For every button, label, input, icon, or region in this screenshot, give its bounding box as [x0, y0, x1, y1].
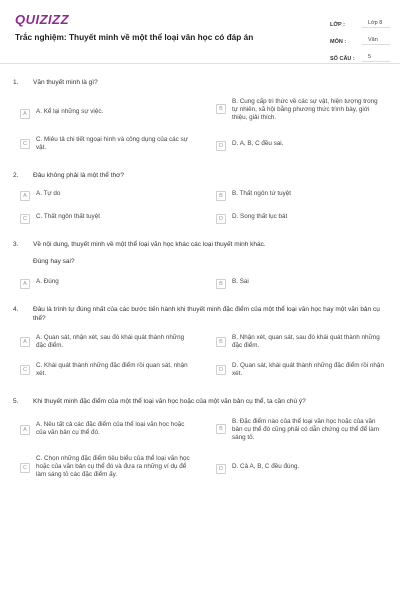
question-5	[13, 397, 393, 406]
option-text: B. Đặc điểm nào của thể loại văn học hoặc của văn bản cụ thể đó cũng phải có dẫn chứng cụ thể để làm sáng tỏ.	[232, 418, 380, 441]
option-b[interactable]	[216, 98, 382, 122]
meta-value: Lớp 8	[362, 20, 390, 28]
option-a[interactable]	[20, 421, 190, 437]
option-d[interactable]	[216, 362, 386, 378]
option-letter-box: C	[20, 214, 30, 224]
question-4-options	[20, 334, 384, 384]
option-letter-box: D	[216, 464, 226, 474]
option-text: D. Song thất lục bát	[232, 213, 288, 220]
option-text: B. Cung cấp tri thức về các sự vật, hiện tượng trong tự nhiên, xã hội bằng phương thức trình bày, giới thiệu, giải thích.	[232, 98, 378, 121]
option-c[interactable]	[20, 136, 190, 152]
question-text: Khi thuyết minh đặc điểm của một thể loại văn học hoặc của một văn bản cụ thể, ta cần chú ý?	[33, 398, 306, 405]
option-c[interactable]	[20, 455, 190, 479]
option-a[interactable]	[20, 108, 190, 119]
option-text: D. A, B, C đều sai.	[232, 140, 284, 147]
question-subtext: Đúng hay sai?	[33, 258, 75, 265]
meta-row-subject	[330, 31, 390, 45]
worksheet-header	[0, 0, 400, 64]
meta-label: SỐ CÂU :	[330, 56, 355, 62]
option-letter-box: A	[20, 109, 30, 119]
question-text: Đâu là trình tự đúng nhất của các bước tiến hành khi thuyết minh đặc điểm của một thể loại văn học hay một văn bản cụ thể?	[33, 306, 380, 322]
option-b[interactable]	[216, 418, 382, 442]
meta-row-grade	[330, 14, 390, 28]
option-letter-box: B	[216, 279, 226, 289]
meta-value: Văn	[362, 37, 390, 45]
question-1	[13, 78, 393, 87]
question-2	[13, 171, 393, 180]
option-letter-box: B	[216, 424, 226, 434]
option-letter-box: C	[20, 365, 30, 375]
option-text: B. Nhận xét, quan sát, sau đó khái quát thành những đặc điểm.	[232, 334, 380, 349]
option-letter-box: A	[20, 191, 30, 201]
question-text: Về nội dung, thuyết minh về một thể loại văn học khác các loại thuyết minh khác.	[33, 241, 266, 248]
quizizz-logo: QUIZIZZ	[15, 12, 70, 27]
question-3-options	[20, 278, 380, 292]
option-c[interactable]	[20, 213, 190, 224]
meta-value: 5	[362, 54, 390, 62]
option-letter-box: D	[216, 214, 226, 224]
option-text: B. Sai	[232, 278, 249, 285]
option-a[interactable]	[20, 190, 190, 201]
option-d[interactable]	[216, 213, 386, 224]
question-number: 3.	[13, 241, 19, 248]
option-text: A. Đúng	[36, 278, 59, 285]
option-text: D. Cả A, B, C đều đúng.	[232, 463, 300, 470]
option-text: A. Tự do	[36, 190, 61, 197]
option-b[interactable]	[216, 334, 386, 350]
question-number: 4.	[13, 306, 19, 313]
question-number: 2.	[13, 172, 19, 179]
option-c[interactable]	[20, 362, 190, 378]
option-letter-box: D	[216, 365, 226, 375]
option-a[interactable]	[20, 334, 190, 350]
option-text: B. Thất ngôn tứ tuyệt	[232, 190, 292, 197]
question-number: 5.	[13, 398, 19, 405]
meta-label: MÔN :	[330, 39, 347, 45]
option-b[interactable]	[216, 190, 386, 201]
question-1-options	[20, 98, 380, 168]
option-text: C. Chọn những đặc điểm tiêu biểu của thể loại văn học hoặc của văn bản cụ thể đó và đưa ra những ví dụ để làm sáng tỏ các đặc điểm ấy.	[36, 455, 190, 478]
option-text: C. Miêu tả chi tiết ngoại hình và công dụng của các sự vật.	[36, 136, 188, 151]
option-d[interactable]	[216, 140, 386, 151]
option-text: A. Nêu tất cả các đặc điểm của thể loại văn học hoặc của văn bản cụ thể đó.	[36, 421, 185, 436]
question-3	[13, 240, 393, 265]
option-letter-box: C	[20, 139, 30, 149]
option-b[interactable]	[216, 278, 386, 289]
question-number: 1.	[13, 79, 19, 86]
option-text: D. Quan sát, khái quát thành những đặc điểm rồi nhận xét.	[232, 362, 384, 377]
question-text: Văn thuyết minh là gì?	[33, 79, 98, 86]
meta-row-count	[330, 48, 390, 62]
option-letter-box: B	[216, 104, 226, 114]
option-text: A. Kể lại những sự việc.	[36, 108, 104, 115]
option-letter-box: A	[20, 279, 30, 289]
question-5-options	[20, 418, 380, 488]
option-letter-box: A	[20, 337, 30, 347]
question-2-options	[20, 190, 380, 230]
worksheet-title: Trắc nghiệm: Thuyết minh về một thể loại văn học có đáp án	[15, 32, 254, 42]
option-a[interactable]	[20, 278, 190, 289]
question-text: Đâu không phải là một thể thơ?	[33, 172, 124, 179]
option-text: C. Khái quát thành những đặc điểm rồi quan sát, nhận xét.	[36, 362, 188, 377]
worksheet-meta	[330, 14, 390, 65]
option-d[interactable]	[216, 463, 386, 474]
option-letter-box: A	[20, 425, 30, 435]
option-letter-box: B	[216, 191, 226, 201]
option-text: C. Thất ngôn thất tuyệt	[36, 213, 100, 220]
option-letter-box: B	[216, 337, 226, 347]
option-text: A. Quan sát, nhận xét, sau đó khái quát thành những đặc điểm.	[36, 334, 185, 349]
question-4	[13, 305, 393, 323]
option-letter-box: C	[20, 463, 30, 473]
meta-label: LỚP :	[330, 22, 345, 28]
option-letter-box: D	[216, 141, 226, 151]
